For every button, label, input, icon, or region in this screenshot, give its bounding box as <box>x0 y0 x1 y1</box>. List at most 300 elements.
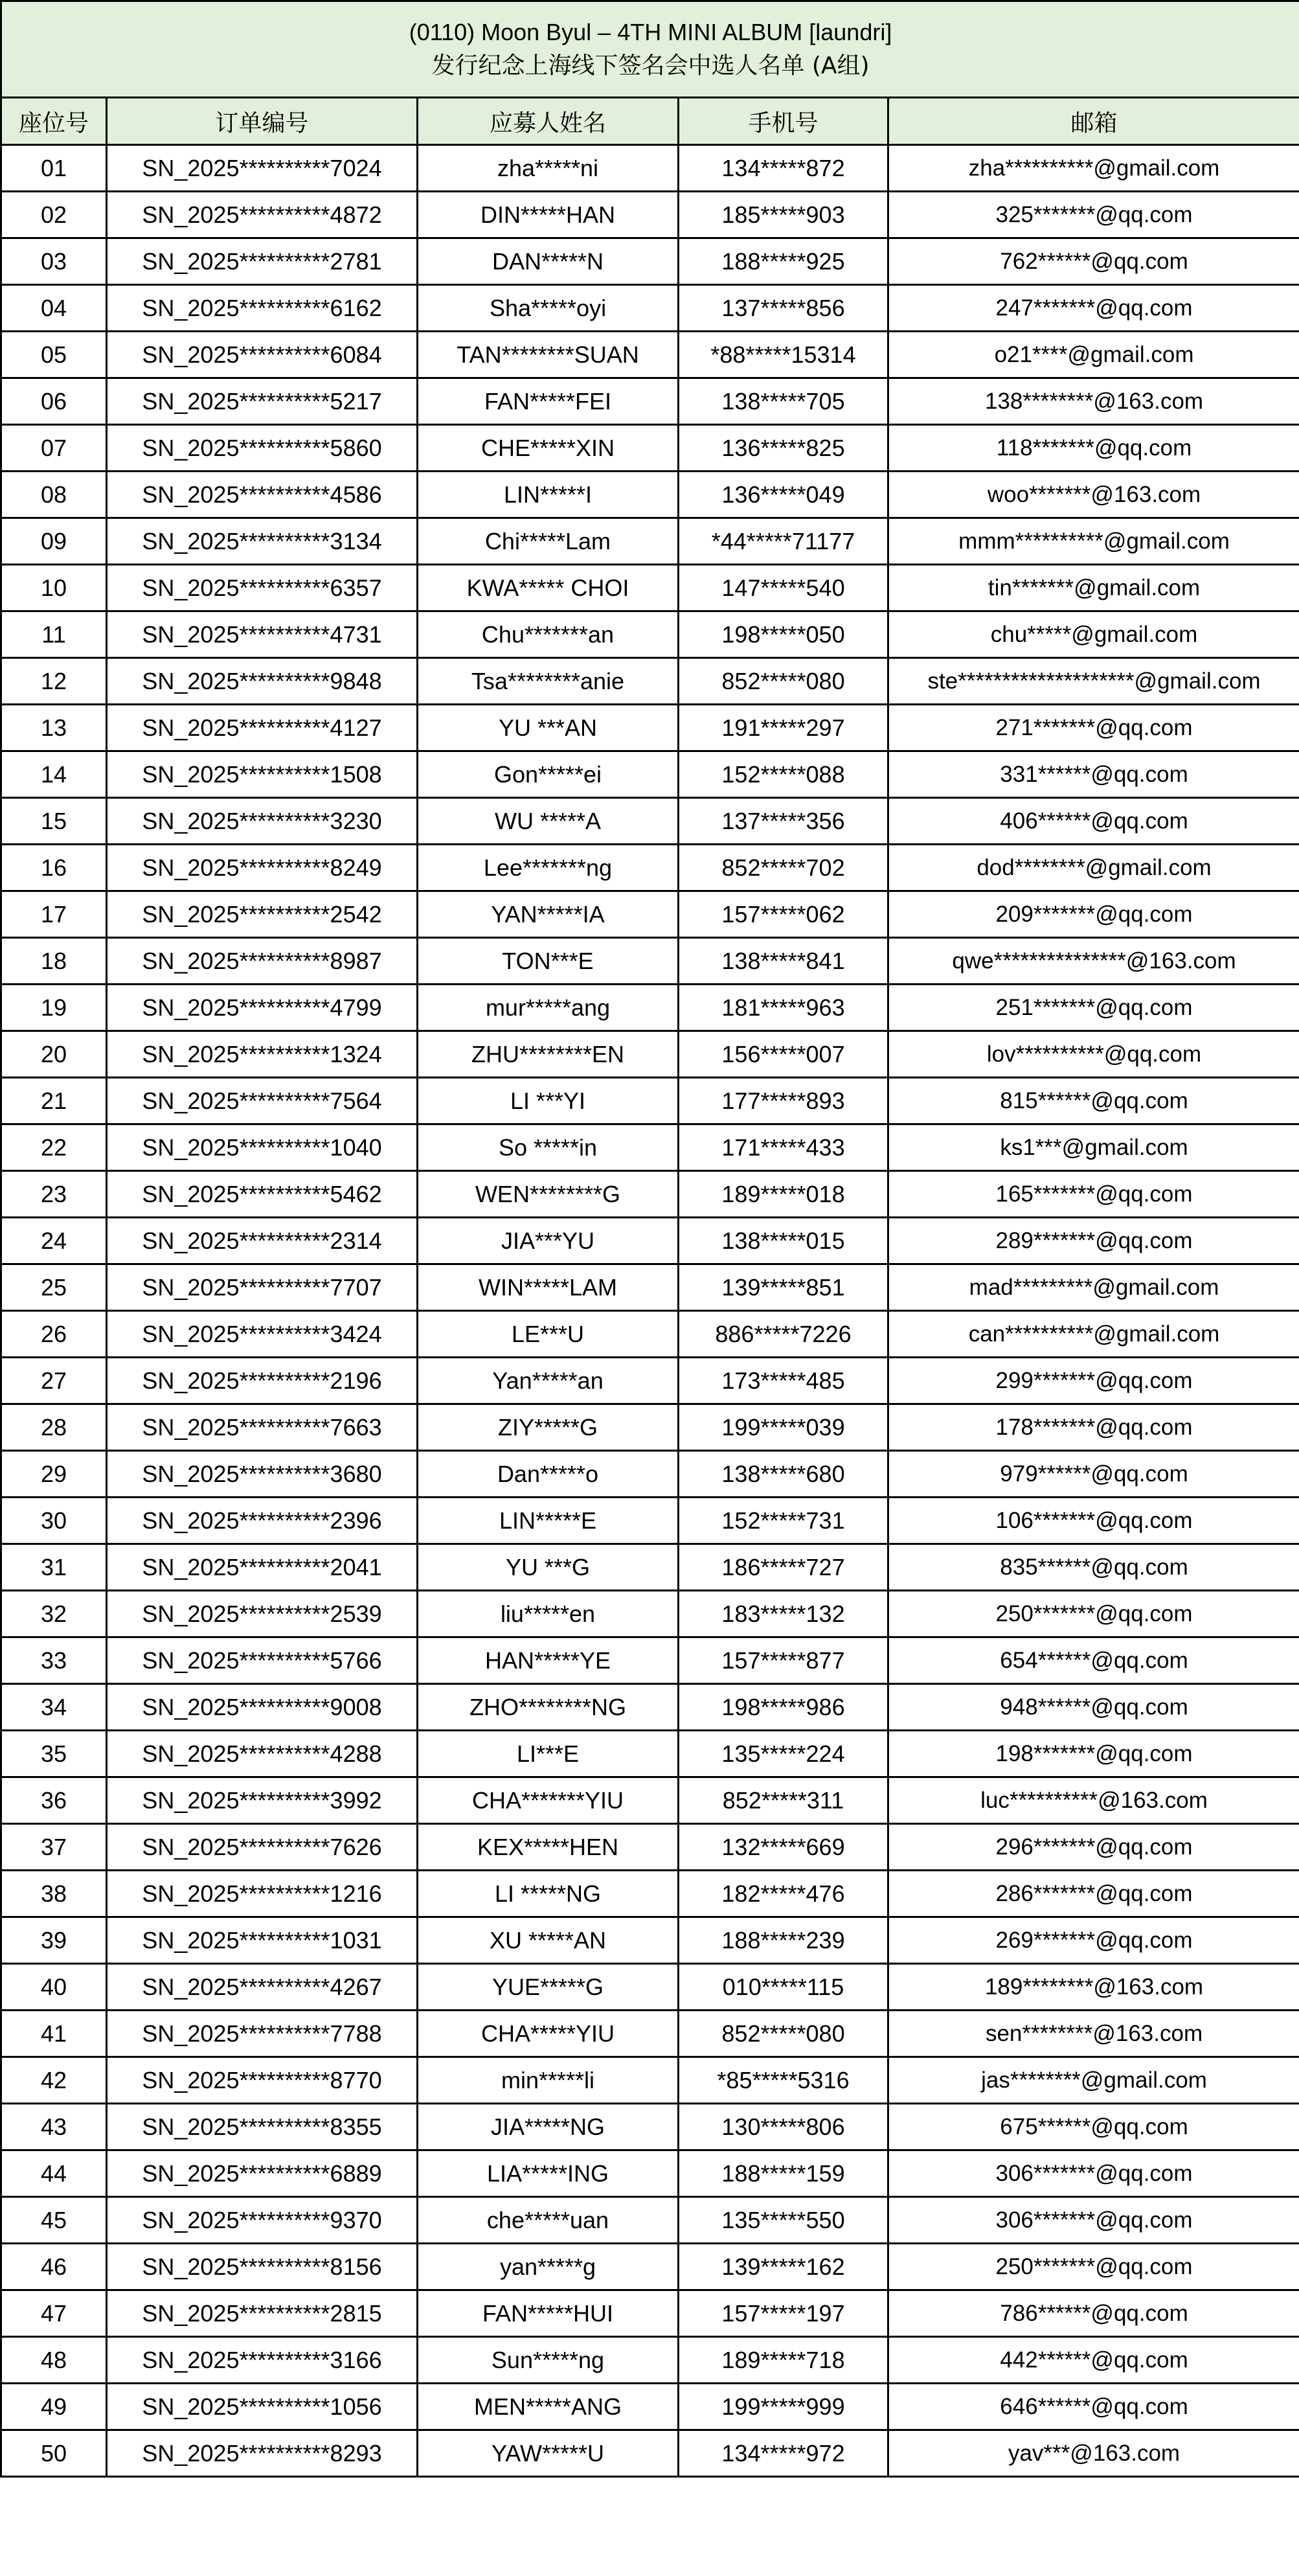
table-row <box>1 1544 1299 1591</box>
table-row <box>1 1171 1299 1218</box>
applicant-name-cell: che*****uan <box>418 2197 679 2244</box>
email-cell: o21****@gmail.com <box>888 332 1299 378</box>
table-row <box>1 2244 1299 2290</box>
order-number-cell: SN_2025**********4586 <box>107 472 418 518</box>
email-cell: 189********@163.com <box>888 1964 1299 2011</box>
email-cell: 138********@163.com <box>888 378 1299 425</box>
table-row <box>1 1264 1299 1311</box>
applicant-name-cell: JIA*****NG <box>418 2104 679 2150</box>
table-row <box>1 2384 1299 2430</box>
order-number-cell: SN_2025**********3992 <box>107 1777 418 1824</box>
order-number-cell: SN_2025**********7564 <box>107 1078 418 1124</box>
phone-cell: 852*****702 <box>679 845 888 891</box>
table-row <box>1 378 1299 425</box>
applicant-name-cell: Sha*****oyi <box>418 285 679 332</box>
phone-cell: 852*****080 <box>679 658 888 705</box>
phone-cell: 182*****476 <box>679 1871 888 1917</box>
email-cell: 654******@qq.com <box>888 1637 1299 1684</box>
applicant-name-cell: CHE*****XIN <box>418 425 679 472</box>
phone-cell: 185*****903 <box>679 192 888 238</box>
table-row <box>1 425 1299 472</box>
order-number-cell: SN_2025**********3230 <box>107 798 418 845</box>
order-number-cell: SN_2025**********2314 <box>107 1218 418 1264</box>
seat-cell: 10 <box>1 565 107 611</box>
email-cell: 106*******@qq.com <box>888 1498 1299 1544</box>
applicant-name-cell: Chu*******an <box>418 611 679 658</box>
email-cell: 442******@qq.com <box>888 2337 1299 2384</box>
table-row <box>1 1684 1299 1731</box>
phone-cell: 137*****356 <box>679 798 888 845</box>
phone-cell: 138*****841 <box>679 938 888 985</box>
email-cell: 948******@qq.com <box>888 1684 1299 1731</box>
order-number-cell: SN_2025**********6357 <box>107 565 418 611</box>
email-cell: 299*******@qq.com <box>888 1358 1299 1404</box>
applicant-name-cell: LIN*****E <box>418 1498 679 1544</box>
seat-cell: 32 <box>1 1591 107 1637</box>
order-number-cell: SN_2025**********5217 <box>107 378 418 425</box>
order-number-cell: SN_2025**********2542 <box>107 891 418 938</box>
column-header-name: 应募人姓名 <box>418 98 679 145</box>
phone-cell: 138*****705 <box>679 378 888 425</box>
email-cell: 786******@qq.com <box>888 2290 1299 2337</box>
phone-cell: 157*****877 <box>679 1637 888 1684</box>
email-cell: 331******@qq.com <box>888 751 1299 798</box>
column-header-order: 订单编号 <box>107 98 418 145</box>
table-body <box>1 145 1299 2477</box>
seat-cell: 39 <box>1 1917 107 1964</box>
order-number-cell: SN_2025**********4872 <box>107 192 418 238</box>
email-cell: 251*******@qq.com <box>888 985 1299 1031</box>
applicant-name-cell: yan*****g <box>418 2244 679 2290</box>
phone-cell: 198*****986 <box>679 1684 888 1731</box>
order-number-cell: SN_2025**********2781 <box>107 238 418 285</box>
applicant-name-cell: CHA*****YIU <box>418 2011 679 2057</box>
applicant-name-cell: YU ***G <box>418 1544 679 1591</box>
table-row <box>1 2337 1299 2384</box>
column-header-email: 邮箱 <box>888 98 1299 145</box>
seat-cell: 04 <box>1 285 107 332</box>
applicant-name-cell: LI ***YI <box>418 1078 679 1124</box>
email-cell: can**********@gmail.com <box>888 1311 1299 1358</box>
order-number-cell: SN_2025**********7788 <box>107 2011 418 2057</box>
order-number-cell: SN_2025**********8770 <box>107 2057 418 2104</box>
phone-cell: 130*****806 <box>679 2104 888 2150</box>
seat-cell: 15 <box>1 798 107 845</box>
phone-cell: *85*****5316 <box>679 2057 888 2104</box>
order-number-cell: SN_2025**********3134 <box>107 518 418 565</box>
email-cell: mmm**********@gmail.com <box>888 518 1299 565</box>
table-row <box>1 145 1299 192</box>
order-number-cell: SN_2025**********1216 <box>107 1871 418 1917</box>
table-row <box>1 1218 1299 1264</box>
order-number-cell: SN_2025**********7663 <box>107 1404 418 1451</box>
phone-cell: 199*****039 <box>679 1404 888 1451</box>
seat-cell: 13 <box>1 705 107 751</box>
seat-cell: 11 <box>1 611 107 658</box>
applicant-name-cell: FAN*****HUI <box>418 2290 679 2337</box>
seat-cell: 21 <box>1 1078 107 1124</box>
table-row <box>1 658 1299 705</box>
email-cell: 762******@qq.com <box>888 238 1299 285</box>
phone-cell: 189*****718 <box>679 2337 888 2384</box>
email-cell: 325*******@qq.com <box>888 192 1299 238</box>
table-row <box>1 2430 1299 2477</box>
seat-cell: 34 <box>1 1684 107 1731</box>
order-number-cell: SN_2025**********1031 <box>107 1917 418 1964</box>
phone-cell: 147*****540 <box>679 565 888 611</box>
table-row <box>1 798 1299 845</box>
phone-cell: 188*****159 <box>679 2150 888 2197</box>
order-number-cell: SN_2025**********8987 <box>107 938 418 985</box>
table-row <box>1 1637 1299 1684</box>
column-header-phone: 手机号 <box>679 98 888 145</box>
phone-cell: 177*****893 <box>679 1078 888 1124</box>
email-cell: 250*******@qq.com <box>888 2244 1299 2290</box>
seat-cell: 12 <box>1 658 107 705</box>
table-row <box>1 332 1299 378</box>
email-cell: 646******@qq.com <box>888 2384 1299 2430</box>
seat-cell: 19 <box>1 985 107 1031</box>
applicant-name-cell: CHA*******YIU <box>418 1777 679 1824</box>
order-number-cell: SN_2025**********5766 <box>107 1637 418 1684</box>
applicant-name-cell: WU *****A <box>418 798 679 845</box>
phone-cell: 136*****825 <box>679 425 888 472</box>
email-cell: 675******@qq.com <box>888 2104 1299 2150</box>
order-number-cell: SN_2025**********2396 <box>107 1498 418 1544</box>
phone-cell: 134*****872 <box>679 145 888 192</box>
applicant-name-cell: YU ***AN <box>418 705 679 751</box>
email-cell: 289*******@qq.com <box>888 1218 1299 1264</box>
table-row <box>1 1358 1299 1404</box>
applicant-name-cell: WEN********G <box>418 1171 679 1218</box>
order-number-cell: SN_2025**********2539 <box>107 1591 418 1637</box>
table-row <box>1 1777 1299 1824</box>
phone-cell: 156*****007 <box>679 1031 888 1078</box>
phone-cell: 135*****224 <box>679 1731 888 1777</box>
applicant-name-cell: Tsa********anie <box>418 658 679 705</box>
seat-cell: 24 <box>1 1218 107 1264</box>
phone-cell: *88*****15314 <box>679 332 888 378</box>
email-cell: dod********@gmail.com <box>888 845 1299 891</box>
email-cell: 286*******@qq.com <box>888 1871 1299 1917</box>
order-number-cell: SN_2025**********5860 <box>107 425 418 472</box>
seat-cell: 20 <box>1 1031 107 1078</box>
applicant-name-cell: Chi*****Lam <box>418 518 679 565</box>
table-row <box>1 238 1299 285</box>
phone-cell: 139*****162 <box>679 2244 888 2290</box>
applicant-name-cell: KWA***** CHOI <box>418 565 679 611</box>
phone-cell: 157*****197 <box>679 2290 888 2337</box>
applicant-name-cell: JIA***YU <box>418 1218 679 1264</box>
seat-cell: 42 <box>1 2057 107 2104</box>
table-row <box>1 1964 1299 2011</box>
table-row <box>1 1917 1299 1964</box>
phone-cell: 132*****669 <box>679 1824 888 1871</box>
order-number-cell: SN_2025**********4288 <box>107 1731 418 1777</box>
phone-cell: 157*****062 <box>679 891 888 938</box>
order-number-cell: SN_2025**********5462 <box>107 1171 418 1218</box>
phone-cell: 886*****7226 <box>679 1311 888 1358</box>
order-number-cell: SN_2025**********4267 <box>107 1964 418 2011</box>
table-row <box>1 1124 1299 1171</box>
column-header-seat: 座位号 <box>1 98 107 145</box>
email-cell: 178*******@qq.com <box>888 1404 1299 1451</box>
applicant-name-cell: mur*****ang <box>418 985 679 1031</box>
seat-cell: 45 <box>1 2197 107 2244</box>
order-number-cell: SN_2025**********9848 <box>107 658 418 705</box>
order-number-cell: SN_2025**********4127 <box>107 705 418 751</box>
table-row <box>1 1591 1299 1637</box>
phone-cell: 152*****731 <box>679 1498 888 1544</box>
phone-cell: *44*****71177 <box>679 518 888 565</box>
email-cell: jas********@gmail.com <box>888 2057 1299 2104</box>
table-row <box>1 1031 1299 1078</box>
phone-cell: 134*****972 <box>679 2430 888 2477</box>
applicant-name-cell: LIN*****I <box>418 472 679 518</box>
applicant-name-cell: zha*****ni <box>418 145 679 192</box>
seat-cell: 22 <box>1 1124 107 1171</box>
seat-cell: 05 <box>1 332 107 378</box>
order-number-cell: SN_2025**********8355 <box>107 2104 418 2150</box>
email-cell: 165*******@qq.com <box>888 1171 1299 1218</box>
applicant-name-cell: YAW*****U <box>418 2430 679 2477</box>
email-cell: 306*******@qq.com <box>888 2150 1299 2197</box>
seat-cell: 38 <box>1 1871 107 1917</box>
seat-cell: 25 <box>1 1264 107 1311</box>
order-number-cell: SN_2025**********3424 <box>107 1311 418 1358</box>
phone-cell: 137*****856 <box>679 285 888 332</box>
table-row <box>1 2290 1299 2337</box>
phone-cell: 171*****433 <box>679 1124 888 1171</box>
seat-cell: 18 <box>1 938 107 985</box>
phone-cell: 852*****080 <box>679 2011 888 2057</box>
order-number-cell: SN_2025**********7024 <box>107 145 418 192</box>
seat-cell: 09 <box>1 518 107 565</box>
table-row <box>1 705 1299 751</box>
table-row <box>1 192 1299 238</box>
seat-cell: 08 <box>1 472 107 518</box>
applicant-name-cell: KEX*****HEN <box>418 1824 679 1871</box>
phone-cell: 189*****018 <box>679 1171 888 1218</box>
email-cell: chu*****@gmail.com <box>888 611 1299 658</box>
applicant-name-cell: LI***E <box>418 1731 679 1777</box>
table-row <box>1 1311 1299 1358</box>
order-number-cell: SN_2025**********6889 <box>107 2150 418 2197</box>
email-cell: 269*******@qq.com <box>888 1917 1299 1964</box>
table-row <box>1 1498 1299 1544</box>
seat-cell: 47 <box>1 2290 107 2337</box>
seat-cell: 28 <box>1 1404 107 1451</box>
phone-cell: 186*****727 <box>679 1544 888 1591</box>
applicant-name-cell: min*****li <box>418 2057 679 2104</box>
applicant-name-cell: Lee*******ng <box>418 845 679 891</box>
email-cell: 250*******@qq.com <box>888 1591 1299 1637</box>
table-row <box>1 1404 1299 1451</box>
seat-cell: 40 <box>1 1964 107 2011</box>
phone-cell: 173*****485 <box>679 1358 888 1404</box>
applicant-name-cell: YUE*****G <box>418 1964 679 2011</box>
email-cell: ks1***@gmail.com <box>888 1124 1299 1171</box>
table-row <box>1 285 1299 332</box>
order-number-cell: SN_2025**********9008 <box>107 1684 418 1731</box>
seat-cell: 50 <box>1 2430 107 2477</box>
table-row <box>1 938 1299 985</box>
phone-cell: 188*****239 <box>679 1917 888 1964</box>
seat-cell: 26 <box>1 1311 107 1358</box>
seat-cell: 44 <box>1 2150 107 2197</box>
table-row <box>1 565 1299 611</box>
order-number-cell: SN_2025**********2815 <box>107 2290 418 2337</box>
email-cell: yav***@163.com <box>888 2430 1299 2477</box>
table-row <box>1 1731 1299 1777</box>
applicant-name-cell: Yan*****an <box>418 1358 679 1404</box>
email-cell: sen********@163.com <box>888 2011 1299 2057</box>
applicant-name-cell: FAN*****FEI <box>418 378 679 425</box>
phone-cell: 136*****049 <box>679 472 888 518</box>
email-cell: 247*******@qq.com <box>888 285 1299 332</box>
phone-cell: 852*****311 <box>679 1777 888 1824</box>
table-row <box>1 1451 1299 1498</box>
phone-cell: 198*****050 <box>679 611 888 658</box>
phone-cell: 135*****550 <box>679 2197 888 2244</box>
table-row <box>1 2150 1299 2197</box>
email-cell: tin*******@gmail.com <box>888 565 1299 611</box>
applicant-name-cell: Gon*****ei <box>418 751 679 798</box>
email-cell: 209*******@qq.com <box>888 891 1299 938</box>
email-cell: 815******@qq.com <box>888 1078 1299 1124</box>
phone-cell: 181*****963 <box>679 985 888 1031</box>
header-row <box>1 98 1299 145</box>
seat-cell: 29 <box>1 1451 107 1498</box>
applicant-name-cell: Dan*****o <box>418 1451 679 1498</box>
email-cell: 979******@qq.com <box>888 1451 1299 1498</box>
email-cell: 296*******@qq.com <box>888 1824 1299 1871</box>
phone-cell: 188*****925 <box>679 238 888 285</box>
order-number-cell: SN_2025**********8249 <box>107 845 418 891</box>
order-number-cell: SN_2025**********6162 <box>107 285 418 332</box>
applicant-name-cell: TON***E <box>418 938 679 985</box>
table-row <box>1 2197 1299 2244</box>
applicant-name-cell: HAN*****YE <box>418 1637 679 1684</box>
title-line-1: (0110) Moon Byul – 4TH MINI ALBUM [laundri] <box>409 19 892 45</box>
title-line-2: 发行纪念上海线下签名会中选人名单 (A组) <box>431 52 870 79</box>
applicant-name-cell: YAN*****IA <box>418 891 679 938</box>
phone-cell: 199*****999 <box>679 2384 888 2430</box>
email-cell: ste********************@gmail.com <box>888 658 1299 705</box>
applicant-name-cell: ZIY*****G <box>418 1404 679 1451</box>
seat-cell: 03 <box>1 238 107 285</box>
email-cell: 271*******@qq.com <box>888 705 1299 751</box>
table-row <box>1 1824 1299 1871</box>
order-number-cell: SN_2025**********1324 <box>107 1031 418 1078</box>
seat-cell: 31 <box>1 1544 107 1591</box>
order-number-cell: SN_2025**********7707 <box>107 1264 418 1311</box>
table-row <box>1 891 1299 938</box>
email-cell: zha**********@gmail.com <box>888 145 1299 192</box>
seat-cell: 23 <box>1 1171 107 1218</box>
order-number-cell: SN_2025**********1040 <box>107 1124 418 1171</box>
seat-cell: 07 <box>1 425 107 472</box>
seat-cell: 49 <box>1 2384 107 2430</box>
applicant-name-cell: TAN********SUAN <box>418 332 679 378</box>
email-cell: lov**********@qq.com <box>888 1031 1299 1078</box>
seat-cell: 35 <box>1 1731 107 1777</box>
order-number-cell: SN_2025**********4731 <box>107 611 418 658</box>
order-number-cell: SN_2025**********6084 <box>107 332 418 378</box>
applicant-name-cell: ZHU********EN <box>418 1031 679 1078</box>
applicant-name-cell: LI *****NG <box>418 1871 679 1917</box>
seat-cell: 16 <box>1 845 107 891</box>
order-number-cell: SN_2025**********7626 <box>107 1824 418 1871</box>
table-row <box>1 985 1299 1031</box>
applicant-name-cell: ZHO********NG <box>418 1684 679 1731</box>
email-cell: woo*******@163.com <box>888 472 1299 518</box>
seat-cell: 06 <box>1 378 107 425</box>
table-row <box>1 2104 1299 2150</box>
title-row <box>1 1 1299 98</box>
applicant-name-cell: LE***U <box>418 1311 679 1358</box>
seat-cell: 30 <box>1 1498 107 1544</box>
seat-cell: 46 <box>1 2244 107 2290</box>
table-row <box>1 472 1299 518</box>
seat-cell: 48 <box>1 2337 107 2384</box>
phone-cell: 191*****297 <box>679 705 888 751</box>
order-number-cell: SN_2025**********3680 <box>107 1451 418 1498</box>
seat-cell: 01 <box>1 145 107 192</box>
phone-cell: 138*****680 <box>679 1451 888 1498</box>
order-number-cell: SN_2025**********1056 <box>107 2384 418 2430</box>
table-row <box>1 2011 1299 2057</box>
seat-cell: 27 <box>1 1358 107 1404</box>
applicant-name-cell: liu*****en <box>418 1591 679 1637</box>
order-number-cell: SN_2025**********4799 <box>107 985 418 1031</box>
phone-cell: 183*****132 <box>679 1591 888 1637</box>
table-row <box>1 751 1299 798</box>
table-row <box>1 611 1299 658</box>
seat-cell: 33 <box>1 1637 107 1684</box>
table-row <box>1 518 1299 565</box>
applicant-name-cell: WIN*****LAM <box>418 1264 679 1311</box>
email-cell: 406******@qq.com <box>888 798 1299 845</box>
email-cell: 118*******@qq.com <box>888 425 1299 472</box>
email-cell: 835******@qq.com <box>888 1544 1299 1591</box>
table-row <box>1 1078 1299 1124</box>
seat-cell: 02 <box>1 192 107 238</box>
table-row <box>1 1871 1299 1917</box>
seat-cell: 17 <box>1 891 107 938</box>
order-number-cell: SN_2025**********8293 <box>107 2430 418 2477</box>
applicant-name-cell: Sun*****ng <box>418 2337 679 2384</box>
applicant-name-cell: MEN*****ANG <box>418 2384 679 2430</box>
table-title <box>1 1 1299 98</box>
phone-cell: 138*****015 <box>679 1218 888 1264</box>
phone-cell: 010*****115 <box>679 1964 888 2011</box>
email-cell: 198*******@qq.com <box>888 1731 1299 1777</box>
applicant-name-cell: LIA*****ING <box>418 2150 679 2197</box>
email-cell: qwe***************@163.com <box>888 938 1299 985</box>
seat-cell: 14 <box>1 751 107 798</box>
order-number-cell: SN_2025**********3166 <box>107 2337 418 2384</box>
seat-cell: 36 <box>1 1777 107 1824</box>
order-number-cell: SN_2025**********2041 <box>107 1544 418 1591</box>
seat-cell: 43 <box>1 2104 107 2150</box>
seat-cell: 41 <box>1 2011 107 2057</box>
applicant-name-cell: XU *****AN <box>418 1917 679 1964</box>
email-cell: 306*******@qq.com <box>888 2197 1299 2244</box>
order-number-cell: SN_2025**********2196 <box>107 1358 418 1404</box>
table-row <box>1 845 1299 891</box>
order-number-cell: SN_2025**********8156 <box>107 2244 418 2290</box>
